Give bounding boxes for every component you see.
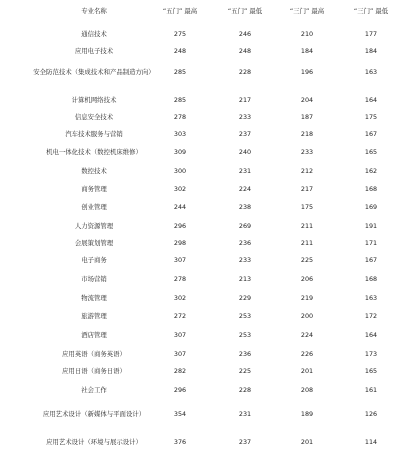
wumen-high-score: 307 <box>173 256 187 264</box>
sanmen-low-score: 171 <box>364 239 378 247</box>
major-name-text: 机电一体化技术（数控机床维修） <box>46 148 142 156</box>
sanmen-low-score: 165 <box>364 148 378 156</box>
wumen-high-score: 278 <box>173 113 187 121</box>
sanmen-low-score: 169 <box>364 203 378 211</box>
sanmen-high-score: 225 <box>300 256 314 264</box>
major-name-text: 信息安全技术 <box>74 113 114 121</box>
sanmen-low-score: 172 <box>364 312 378 320</box>
major-name <box>14 30 174 38</box>
major-name <box>14 350 174 358</box>
sanmen-high-score: 219 <box>300 294 314 302</box>
sanmen-low-score: 167 <box>364 256 378 264</box>
sanmen-low-score: 163 <box>364 68 378 76</box>
wumen-low-score: 237 <box>238 130 252 138</box>
wumen-high-score: 298 <box>173 239 187 247</box>
major-name <box>14 256 174 264</box>
major-name-text: 数控技术 <box>81 167 107 175</box>
wumen-high-score: 307 <box>173 350 187 358</box>
major-name-text: 社会工作 <box>81 386 107 394</box>
major-name <box>14 130 174 138</box>
major-name <box>14 275 174 283</box>
major-name <box>14 113 174 121</box>
wumen-high-score: 300 <box>173 167 187 175</box>
wumen-high-score: 285 <box>173 96 187 104</box>
major-name-text: 市场营销 <box>81 275 107 283</box>
sanmen-high-score: 204 <box>300 96 314 104</box>
major-name <box>14 203 174 211</box>
major-name-text: 计算机网络技术 <box>71 96 117 104</box>
major-name <box>14 294 174 302</box>
major-name-text: 应用艺术设计（新媒体与平面设计） <box>42 410 146 418</box>
sanmen-high-score: 212 <box>300 167 314 175</box>
wumen-low-score: 253 <box>238 312 252 320</box>
major-name-text: 安全防范技术（集成技术和产品制造方向） <box>33 68 155 76</box>
wumen-low-score: 236 <box>238 350 252 358</box>
wumen-low-score: 225 <box>238 367 252 375</box>
major-name-text: 物流管理 <box>81 294 107 302</box>
wumen-low-score: 233 <box>238 113 252 121</box>
wumen-high-score: 285 <box>173 68 187 76</box>
sanmen-low-score: 175 <box>364 113 378 121</box>
sanmen-high-score: 201 <box>300 367 314 375</box>
header-wumen-high: “五门” 最高 <box>162 7 198 15</box>
wumen-low-score: 236 <box>238 239 252 247</box>
wumen-high-score: 282 <box>173 367 187 375</box>
sanmen-high-score: 224 <box>300 331 314 339</box>
wumen-low-score: 237 <box>238 438 252 446</box>
major-name <box>14 312 174 320</box>
major-name-text: 电子商务 <box>81 256 107 264</box>
major-name <box>14 47 174 55</box>
sanmen-low-score: 162 <box>364 167 378 175</box>
sanmen-high-score: 217 <box>300 185 314 193</box>
wumen-low-score: 217 <box>238 96 252 104</box>
sanmen-high-score: 226 <box>300 350 314 358</box>
wumen-high-score: 376 <box>173 438 187 446</box>
wumen-low-score: 269 <box>238 222 252 230</box>
wumen-low-score: 228 <box>238 68 252 76</box>
wumen-high-score: 302 <box>173 294 187 302</box>
wumen-low-score: 233 <box>238 256 252 264</box>
wumen-high-score: 278 <box>173 275 187 283</box>
sanmen-high-score: 210 <box>300 30 314 38</box>
sanmen-high-score: 200 <box>300 312 314 320</box>
sanmen-low-score: 114 <box>364 438 378 446</box>
sanmen-low-score: 167 <box>364 130 378 138</box>
wumen-high-score: 354 <box>173 410 187 418</box>
sanmen-high-score: 184 <box>300 47 314 55</box>
major-name <box>14 222 174 230</box>
header-sanmen-low: “三门” 最低 <box>353 7 389 15</box>
wumen-low-score: 231 <box>238 167 252 175</box>
sanmen-high-score: 196 <box>300 68 314 76</box>
sanmen-high-score: 187 <box>300 113 314 121</box>
sanmen-high-score: 175 <box>300 203 314 211</box>
wumen-low-score: 253 <box>238 331 252 339</box>
major-name <box>14 239 174 247</box>
sanmen-low-score: 177 <box>364 30 378 38</box>
sanmen-low-score: 164 <box>364 96 378 104</box>
major-name <box>14 386 174 394</box>
wumen-high-score: 309 <box>173 148 187 156</box>
wumen-high-score: 275 <box>173 30 187 38</box>
wumen-high-score: 302 <box>173 185 187 193</box>
sanmen-high-score: 218 <box>300 130 314 138</box>
major-name <box>14 410 174 418</box>
sanmen-low-score: 173 <box>364 350 378 358</box>
sanmen-high-score: 206 <box>300 275 314 283</box>
sanmen-high-score: 211 <box>300 239 314 247</box>
major-name <box>14 367 174 375</box>
wumen-low-score: 238 <box>238 203 252 211</box>
major-name-text: 汽车技术服务与营销 <box>65 130 123 138</box>
sanmen-low-score: 163 <box>364 294 378 302</box>
wumen-high-score: 248 <box>173 47 187 55</box>
sanmen-low-score: 168 <box>364 185 378 193</box>
wumen-low-score: 240 <box>238 148 252 156</box>
major-name-text: 商务管理 <box>81 185 107 193</box>
sanmen-low-score: 191 <box>364 222 378 230</box>
sanmen-high-score: 208 <box>300 386 314 394</box>
sanmen-low-score: 126 <box>364 410 378 418</box>
table-header <box>0 6 413 18</box>
sanmen-high-score: 233 <box>300 148 314 156</box>
header-major: 专业名称 <box>81 7 107 15</box>
major-name <box>14 167 174 175</box>
wumen-low-score: 246 <box>238 30 252 38</box>
major-name-text: 应用艺术设计（环境与展示设计） <box>46 438 142 446</box>
major-name-text: 旅游管理 <box>81 312 107 320</box>
sanmen-high-score: 189 <box>300 410 314 418</box>
wumen-high-score: 296 <box>173 222 187 230</box>
wumen-high-score: 272 <box>173 312 187 320</box>
sanmen-low-score: 168 <box>364 275 378 283</box>
wumen-low-score: 229 <box>238 294 252 302</box>
wumen-high-score: 244 <box>173 203 187 211</box>
major-name <box>14 185 174 193</box>
major-name <box>14 331 174 339</box>
sanmen-high-score: 201 <box>300 438 314 446</box>
header-sanmen-high: “三门” 最高 <box>289 7 325 15</box>
wumen-low-score: 231 <box>238 410 252 418</box>
major-name-text: 会展策划管理 <box>74 239 114 247</box>
wumen-high-score: 303 <box>173 130 187 138</box>
major-name-text: 酒店管理 <box>81 331 107 339</box>
wumen-high-score: 307 <box>173 331 187 339</box>
sanmen-high-score: 211 <box>300 222 314 230</box>
major-name-text: 创业管理 <box>81 203 107 211</box>
major-name-text: 应用英语（商务英语） <box>62 350 126 358</box>
major-name-text: 通信技术 <box>81 30 107 38</box>
major-name <box>14 96 174 104</box>
wumen-low-score: 224 <box>238 185 252 193</box>
major-name <box>14 148 174 156</box>
wumen-low-score: 248 <box>238 47 252 55</box>
major-name <box>14 438 174 446</box>
header-wumen-low: “五门” 最低 <box>227 7 263 15</box>
sanmen-low-score: 164 <box>364 331 378 339</box>
major-name <box>14 68 174 76</box>
wumen-high-score: 296 <box>173 386 187 394</box>
sanmen-low-score: 165 <box>364 367 378 375</box>
sanmen-low-score: 184 <box>364 47 378 55</box>
major-name-text: 应用电子技术 <box>74 47 114 55</box>
sanmen-low-score: 161 <box>364 386 378 394</box>
wumen-low-score: 228 <box>238 386 252 394</box>
major-name-text: 人力资源管理 <box>74 222 114 230</box>
wumen-low-score: 213 <box>238 275 252 283</box>
major-name-text: 应用日语（商务日语） <box>62 367 126 375</box>
